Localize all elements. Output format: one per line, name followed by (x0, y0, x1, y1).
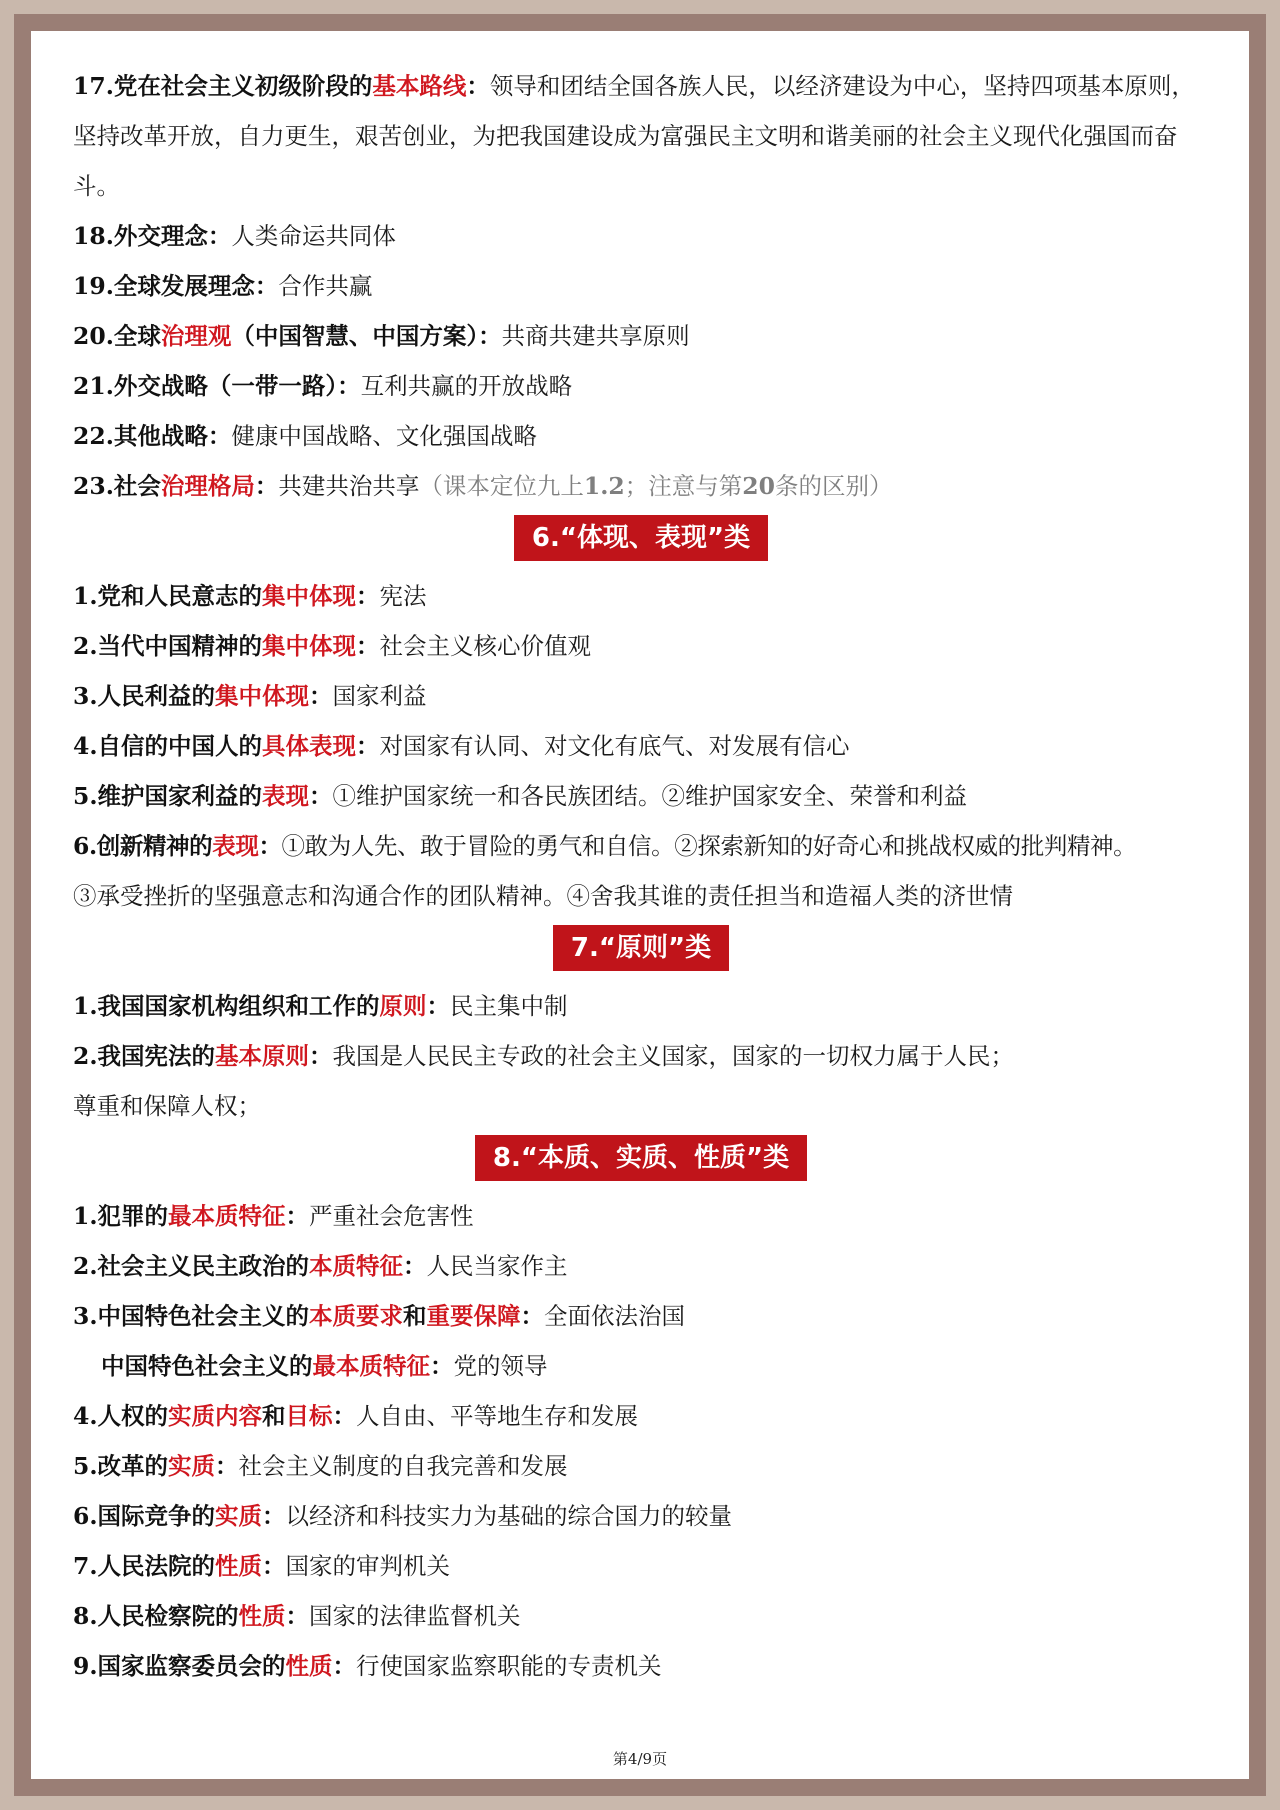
item-label: 21.外交战略（一带一路）： (73, 372, 361, 400)
item-keyword: 本质特征 (309, 1252, 404, 1280)
item-label: 19.全球发展理念： (73, 272, 279, 300)
item-colon: ： (309, 682, 333, 710)
item-answer: 人民当家作主 (426, 1252, 568, 1280)
item-answer: 社会主义核心价值观 (379, 632, 592, 660)
item-answer: 尊重和保障人权； (73, 1092, 261, 1120)
item-keyword: 实质内容 (168, 1402, 263, 1430)
item-colon: ： (356, 632, 380, 660)
s8-item-3b (73, 1341, 1209, 1391)
item-answer: 我国是人民民主专政的社会主义国家，国家的一切权力属于人民； (332, 1042, 1015, 1070)
item-label-suffix: （中国智慧、中国方案）： (231, 322, 502, 350)
item-answer: 民主集中制 (450, 992, 568, 1020)
item-answer: 国家的法律监督机关 (309, 1602, 521, 1630)
item-label: 5.改革的 (73, 1452, 169, 1480)
item-label: 中国特色社会主义的 (101, 1352, 313, 1380)
section-6-heading: 6.“体现、表现”类 (514, 515, 768, 561)
item-23 (73, 461, 1209, 511)
item-22 (73, 411, 1209, 461)
item-colon: ： (403, 1252, 427, 1280)
s8-item-2 (73, 1241, 1209, 1291)
item-answer: ①敢为人先、敢于冒险的勇气和自信。②探索新知的好奇心和挑战权威的批判精神。 (281, 832, 1137, 860)
s6-item-6-cont (73, 871, 1209, 921)
s8-item-6 (73, 1491, 1209, 1541)
item-label: 22.其他战略： (73, 422, 232, 450)
item-answer: 以经济和科技实力为基础的综合国力的较量 (285, 1502, 733, 1530)
item-label: 6.创新精神的 (73, 832, 213, 860)
item-label: 23.社会 (73, 472, 161, 500)
section-7-heading-wrap (73, 925, 1209, 973)
item-label: 20.全球 (73, 322, 161, 350)
s6-item-4 (73, 721, 1209, 771)
item-colon: ： (356, 582, 380, 610)
item-colon: ： (254, 472, 279, 500)
item-colon: ： (285, 1202, 310, 1230)
item-colon: ： (426, 992, 451, 1020)
item-answer: 人类命运共同体 (231, 222, 396, 250)
item-label: 7.人民法院的 (73, 1552, 216, 1580)
item-note (419, 472, 892, 500)
item-answer: 健康中国战略、文化强国战略 (231, 422, 537, 450)
note-number: 1.2 (583, 472, 625, 500)
item-label: 2.社会主义民主政治的 (73, 1252, 310, 1280)
item-20 (73, 311, 1209, 361)
item-connector: 和 (403, 1302, 427, 1330)
item-answer: 对国家有认同、对文化有底气、对发展有信心 (379, 732, 850, 760)
item-answer: 领导和团结全国各族人民，以经济建设为中心，坚持四项基本原则，坚持改革开放，自力更生，艰苦创业，为把我国建设成为富强民主文明和谐美丽的社会主义现代化强国而奋斗。 (73, 72, 1195, 200)
s8-item-4 (73, 1391, 1209, 1441)
item-colon: ： (466, 72, 490, 100)
note-number: 20 (742, 472, 775, 500)
item-colon: ： (285, 1602, 310, 1630)
s6-item-2 (73, 621, 1209, 671)
item-label: 1.党和人民意志的 (73, 582, 263, 610)
item-keyword: 最本质特征 (168, 1202, 286, 1230)
item-keyword: 治理格局 (160, 472, 255, 500)
item-19 (73, 261, 1209, 311)
section-7-heading: 7.“原则”类 (553, 925, 729, 971)
item-connector: 和 (262, 1402, 286, 1430)
item-keyword: 本质要求 (309, 1302, 404, 1330)
item-answer: ①维护国家统一和各民族团结。②维护国家安全、荣誉和利益 (332, 782, 968, 810)
item-answer: 共商共建共享原则 (501, 322, 690, 350)
item-keyword: 基本原则 (215, 1042, 310, 1070)
item-label: 2.我国宪法的 (73, 1042, 216, 1070)
s6-item-6 (73, 821, 1209, 871)
item-label: 6.国际竞争的 (73, 1502, 216, 1530)
page-content (73, 61, 1209, 1691)
item-keyword: 性质 (285, 1652, 333, 1680)
item-answer: 党的领导 (453, 1352, 548, 1380)
item-answer: 互利共赢的开放战略 (360, 372, 573, 400)
s7-item-2-cont (73, 1081, 1209, 1131)
item-keyword: 集中体现 (215, 682, 310, 710)
item-label: 9.国家监察委员会的 (73, 1652, 286, 1680)
item-label: 5.维护国家利益的 (73, 782, 263, 810)
item-keyword: 治理观 (160, 322, 232, 350)
item-colon: ： (520, 1302, 545, 1330)
item-label: 2.当代中国精神的 (73, 632, 263, 660)
s8-item-5 (73, 1441, 1209, 1491)
item-colon: ： (332, 1652, 357, 1680)
item-label: 17.党在社会主义初级阶段的 (73, 72, 373, 100)
section-6-heading-wrap (73, 515, 1209, 563)
item-keyword: 实质 (168, 1452, 216, 1480)
item-colon: ： (356, 732, 380, 760)
item-colon: ： (258, 832, 282, 860)
note-text: 条的区别） (774, 472, 893, 500)
item-answer: ③承受挫折的坚强意志和沟通合作的团队精神。④舍我其谁的责任担当和造福人类的济世情 (73, 882, 1013, 910)
s6-item-5 (73, 771, 1209, 821)
item-answer: 社会主义制度的自我完善和发展 (238, 1452, 568, 1480)
s8-item-3 (73, 1291, 1209, 1341)
item-answer: 全面依法治国 (544, 1302, 686, 1330)
item-18 (73, 211, 1209, 261)
item-keyword: 性质 (238, 1602, 286, 1630)
page-number: 第4/9页 (612, 1750, 668, 1768)
item-colon: ： (430, 1352, 454, 1380)
item-keyword: 集中体现 (262, 632, 357, 660)
item-label: 1.我国国家机构组织和工作的 (73, 992, 380, 1020)
item-colon: ： (309, 782, 333, 810)
item-colon: ： (262, 1502, 286, 1530)
item-answer: 共建共治共享 (278, 472, 420, 500)
item-keyword: 最本质特征 (312, 1352, 430, 1380)
item-keyword: 实质 (215, 1502, 263, 1530)
s8-item-9 (73, 1641, 1209, 1691)
item-keyword: 原则 (379, 992, 427, 1020)
item-colon: ： (262, 1552, 286, 1580)
item-keyword: 性质 (215, 1552, 263, 1580)
item-label: 1.犯罪的 (73, 1202, 169, 1230)
item-label: 8.人民检察院的 (73, 1602, 239, 1630)
s7-item-1 (73, 981, 1209, 1031)
item-keyword: 重要保障 (426, 1302, 521, 1330)
item-answer: 行使国家监察职能的专责机关 (356, 1652, 662, 1680)
item-label: 18.外交理念： (73, 222, 232, 250)
note-text: ；注意与第 (624, 472, 743, 500)
item-colon: ： (332, 1402, 357, 1430)
item-label: 3.中国特色社会主义的 (73, 1302, 310, 1330)
item-label: 3.人民利益的 (73, 682, 216, 710)
section-8-heading-wrap (73, 1135, 1209, 1183)
s8-item-1 (73, 1191, 1209, 1241)
item-keyword: 目标 (285, 1402, 333, 1430)
item-answer: 合作共赢 (278, 272, 373, 300)
item-keyword: 表现 (212, 832, 259, 860)
item-colon: ： (309, 1042, 333, 1070)
item-answer: 宪法 (379, 582, 427, 610)
item-colon: ： (215, 1452, 239, 1480)
note-text: （课本定位九上 (419, 472, 584, 500)
item-answer: 严重社会危害性 (309, 1202, 474, 1230)
item-keyword: 集中体现 (262, 582, 357, 610)
s6-item-3 (73, 671, 1209, 721)
s8-item-8 (73, 1591, 1209, 1641)
item-answer: 国家利益 (332, 682, 427, 710)
s7-item-2 (73, 1031, 1209, 1081)
item-answer: 人自由、平等地生存和发展 (356, 1402, 639, 1430)
document-page (31, 31, 1249, 1779)
item-keyword: 具体表现 (262, 732, 357, 760)
section-8-heading: 8.“本质、实质、性质”类 (475, 1135, 807, 1181)
item-21 (73, 361, 1209, 411)
item-keyword: 表现 (262, 782, 310, 810)
item-17 (73, 61, 1209, 211)
item-label: 4.自信的中国人的 (73, 732, 263, 760)
item-answer: 国家的审判机关 (285, 1552, 451, 1580)
s6-item-1 (73, 571, 1209, 621)
item-keyword: 基本路线 (372, 72, 467, 100)
item-label: 4.人权的 (73, 1402, 169, 1430)
s8-item-7 (73, 1541, 1209, 1591)
